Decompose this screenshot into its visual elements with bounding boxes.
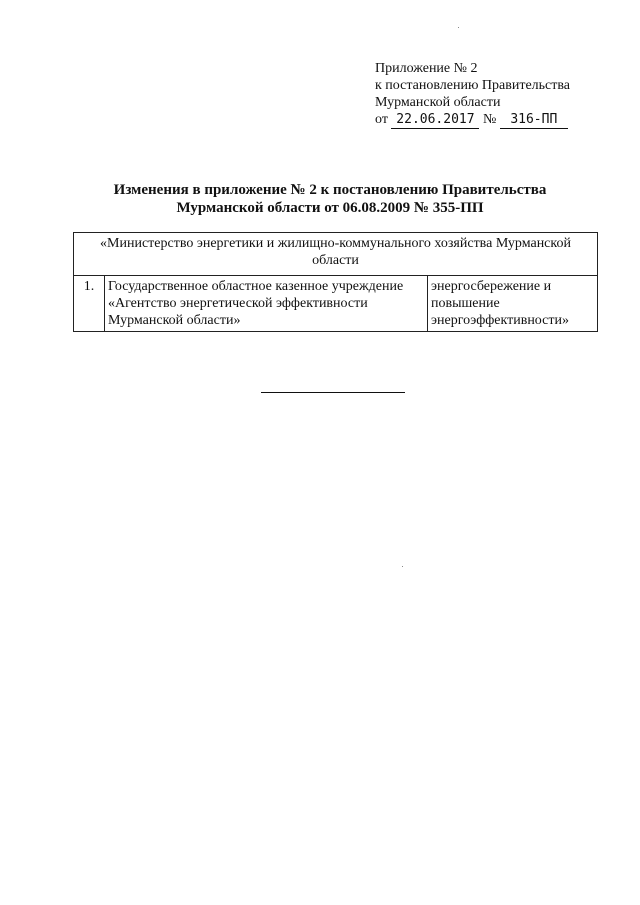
- date-value: 22.06.2017: [391, 111, 479, 129]
- resolution-number: 316-ПП: [500, 111, 568, 129]
- scan-speck: [402, 566, 403, 567]
- closing-rule-line: [261, 392, 405, 393]
- row-number-cell: 1.: [74, 276, 105, 332]
- changes-table: [73, 232, 598, 332]
- number-prefix: №: [482, 112, 497, 127]
- ministry-header-cell: «Министерство энергетики и жилищно-коммунального хозяйства Мурманской области: [74, 233, 598, 276]
- table-row: [74, 276, 598, 332]
- date-prefix: от: [375, 112, 388, 127]
- appendix-line-1: Приложение № 2: [375, 61, 478, 76]
- scan-speck: [458, 27, 459, 28]
- document-title: [60, 181, 600, 217]
- appendix-date-line: [375, 111, 570, 129]
- section-header-row: [74, 233, 598, 276]
- appendix-line-2: к постановлению Правительства: [375, 78, 571, 93]
- appendix-header: [375, 60, 570, 129]
- title-line-2: Мурманской области от 06.08.2009 № 355-ПП: [176, 200, 484, 216]
- title-line-1: Изменения в приложение № 2 к постановлению Правительства: [113, 182, 547, 198]
- organization-cell: Государственное областное казенное учреждение «Агентство энергетической эффективности Мурманской области»: [105, 276, 428, 332]
- appendix-line-3: Мурманской области: [375, 95, 501, 110]
- activity-cell: энергосбережение и повышение энергоэффективности»: [428, 276, 598, 332]
